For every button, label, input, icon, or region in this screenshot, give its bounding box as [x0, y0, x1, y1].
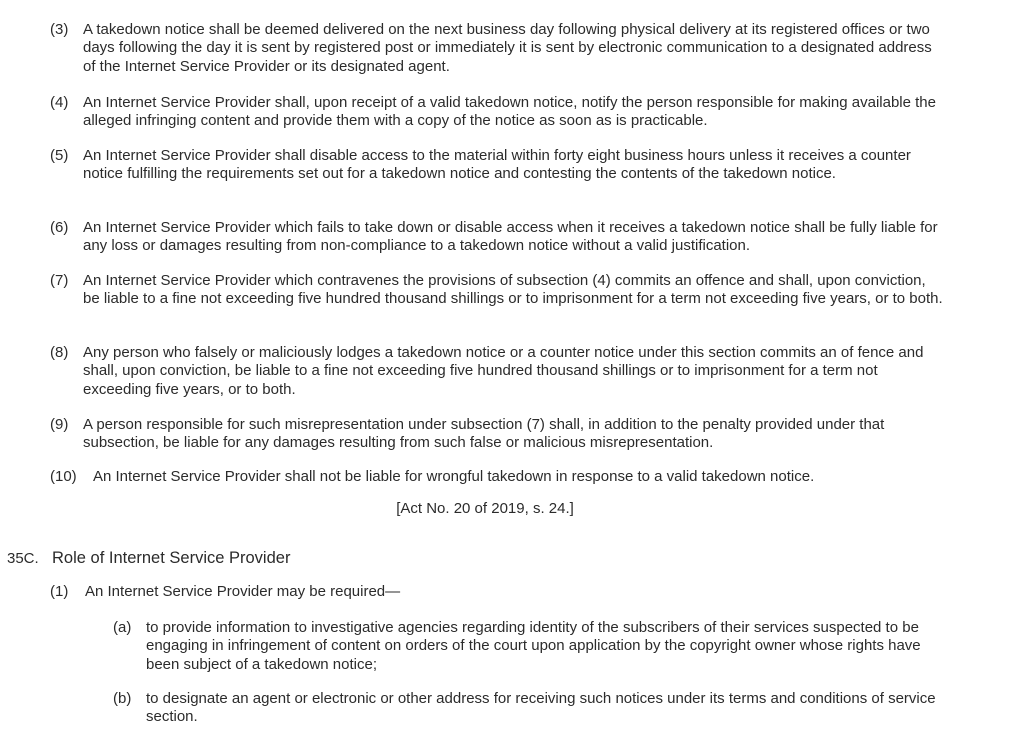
subsection-4: [50, 94, 950, 131]
subsection-number: (3): [50, 21, 69, 38]
subsection-text: An Internet Service Provider shall disable access to the material within forty eight business hours unless it receives a counter notice fulfilling the requirements set out for a takedown notice and contesting the contents of the takedown notice.: [83, 147, 911, 183]
act-citation: [0, 500, 1024, 518]
subsection-number: (6): [50, 219, 69, 236]
subsection-text: An Internet Service Provider may be required—: [85, 583, 401, 600]
subsection-9: [50, 416, 950, 453]
section-number: 35C.: [7, 550, 39, 567]
subsection-10: [50, 468, 950, 486]
paragraph-letter: (a): [113, 619, 132, 636]
subsection-number: (1): [50, 583, 69, 600]
paragraph-b: [113, 690, 953, 727]
subsection-text: An Internet Service Provider shall, upon receipt of a valid takedown notice, notify the person responsible for making available the alleged infringing content and provide them with a copy of the notice as soon as is practicable.: [83, 94, 936, 130]
section-subsection-1: [50, 583, 950, 601]
subsection-number: (8): [50, 344, 69, 361]
subsection-number: (4): [50, 94, 69, 111]
subsection-text: An Internet Service Provider which contravenes the provisions of subsection (4) commits an offence and shall, upon conviction, be liable to a fine not exceeding five hundred thousand shillings or to imprisonment for a term not exceeding five years, or to both.: [83, 272, 943, 308]
subsection-number: (9): [50, 416, 69, 433]
paragraph-a: [113, 619, 953, 674]
paragraph-letter: (b): [113, 690, 132, 707]
subsection-number: (5): [50, 147, 69, 164]
citation-text: [Act No. 20 of 2019, s. 24.]: [396, 500, 574, 517]
subsection-number: (7): [50, 272, 69, 289]
subsection-text: A takedown notice shall be deemed delivered on the next business day following physical delivery at its registered offices or two days following the day it is sent by registered post or immediately it is sent by electronic communication to a designated address of the Internet Service Provider or its designated agent.: [83, 21, 932, 75]
subsection-7: [50, 272, 950, 309]
subsection-5: [50, 147, 950, 184]
subsection-text: An Internet Service Provider shall not be liable for wrongful takedown in response to a valid takedown notice.: [93, 468, 815, 485]
paragraph-text: to designate an agent or electronic or other address for receiving such notices under its terms and conditions of service section.: [146, 690, 936, 726]
subsection-3: [50, 21, 950, 76]
section-title: Role of Internet Service Provider: [52, 549, 291, 567]
paragraph-text: to provide information to investigative agencies regarding identity of the subscribers of their services suspected to be engaging in infringement of content on orders of the court upon application by the copyright owner whose rights have been subject of a takedown notice;: [146, 619, 921, 673]
subsection-number: (10): [50, 468, 77, 485]
subsection-text: An Internet Service Provider which fails to take down or disable access when it receives a takedown notice shall be fully liable for any loss or damages resulting from non-compliance to a takedown notice without a valid justification.: [83, 219, 938, 255]
subsection-text: A person responsible for such misrepresentation under subsection (7) shall, in addition to the penalty provided under that subsection, be liable for any damages resulting from such false or malicious misrepresentation.: [83, 416, 885, 452]
subsection-8: [50, 344, 950, 399]
subsection-text: Any person who falsely or maliciously lodges a takedown notice or a counter notice under this section commits an of fence and shall, upon conviction, be liable to a fine not exceeding five hundred thousand shillings or to imprisonment for a term not exceeding five years, or to both.: [83, 344, 924, 398]
subsection-6: [50, 219, 950, 256]
